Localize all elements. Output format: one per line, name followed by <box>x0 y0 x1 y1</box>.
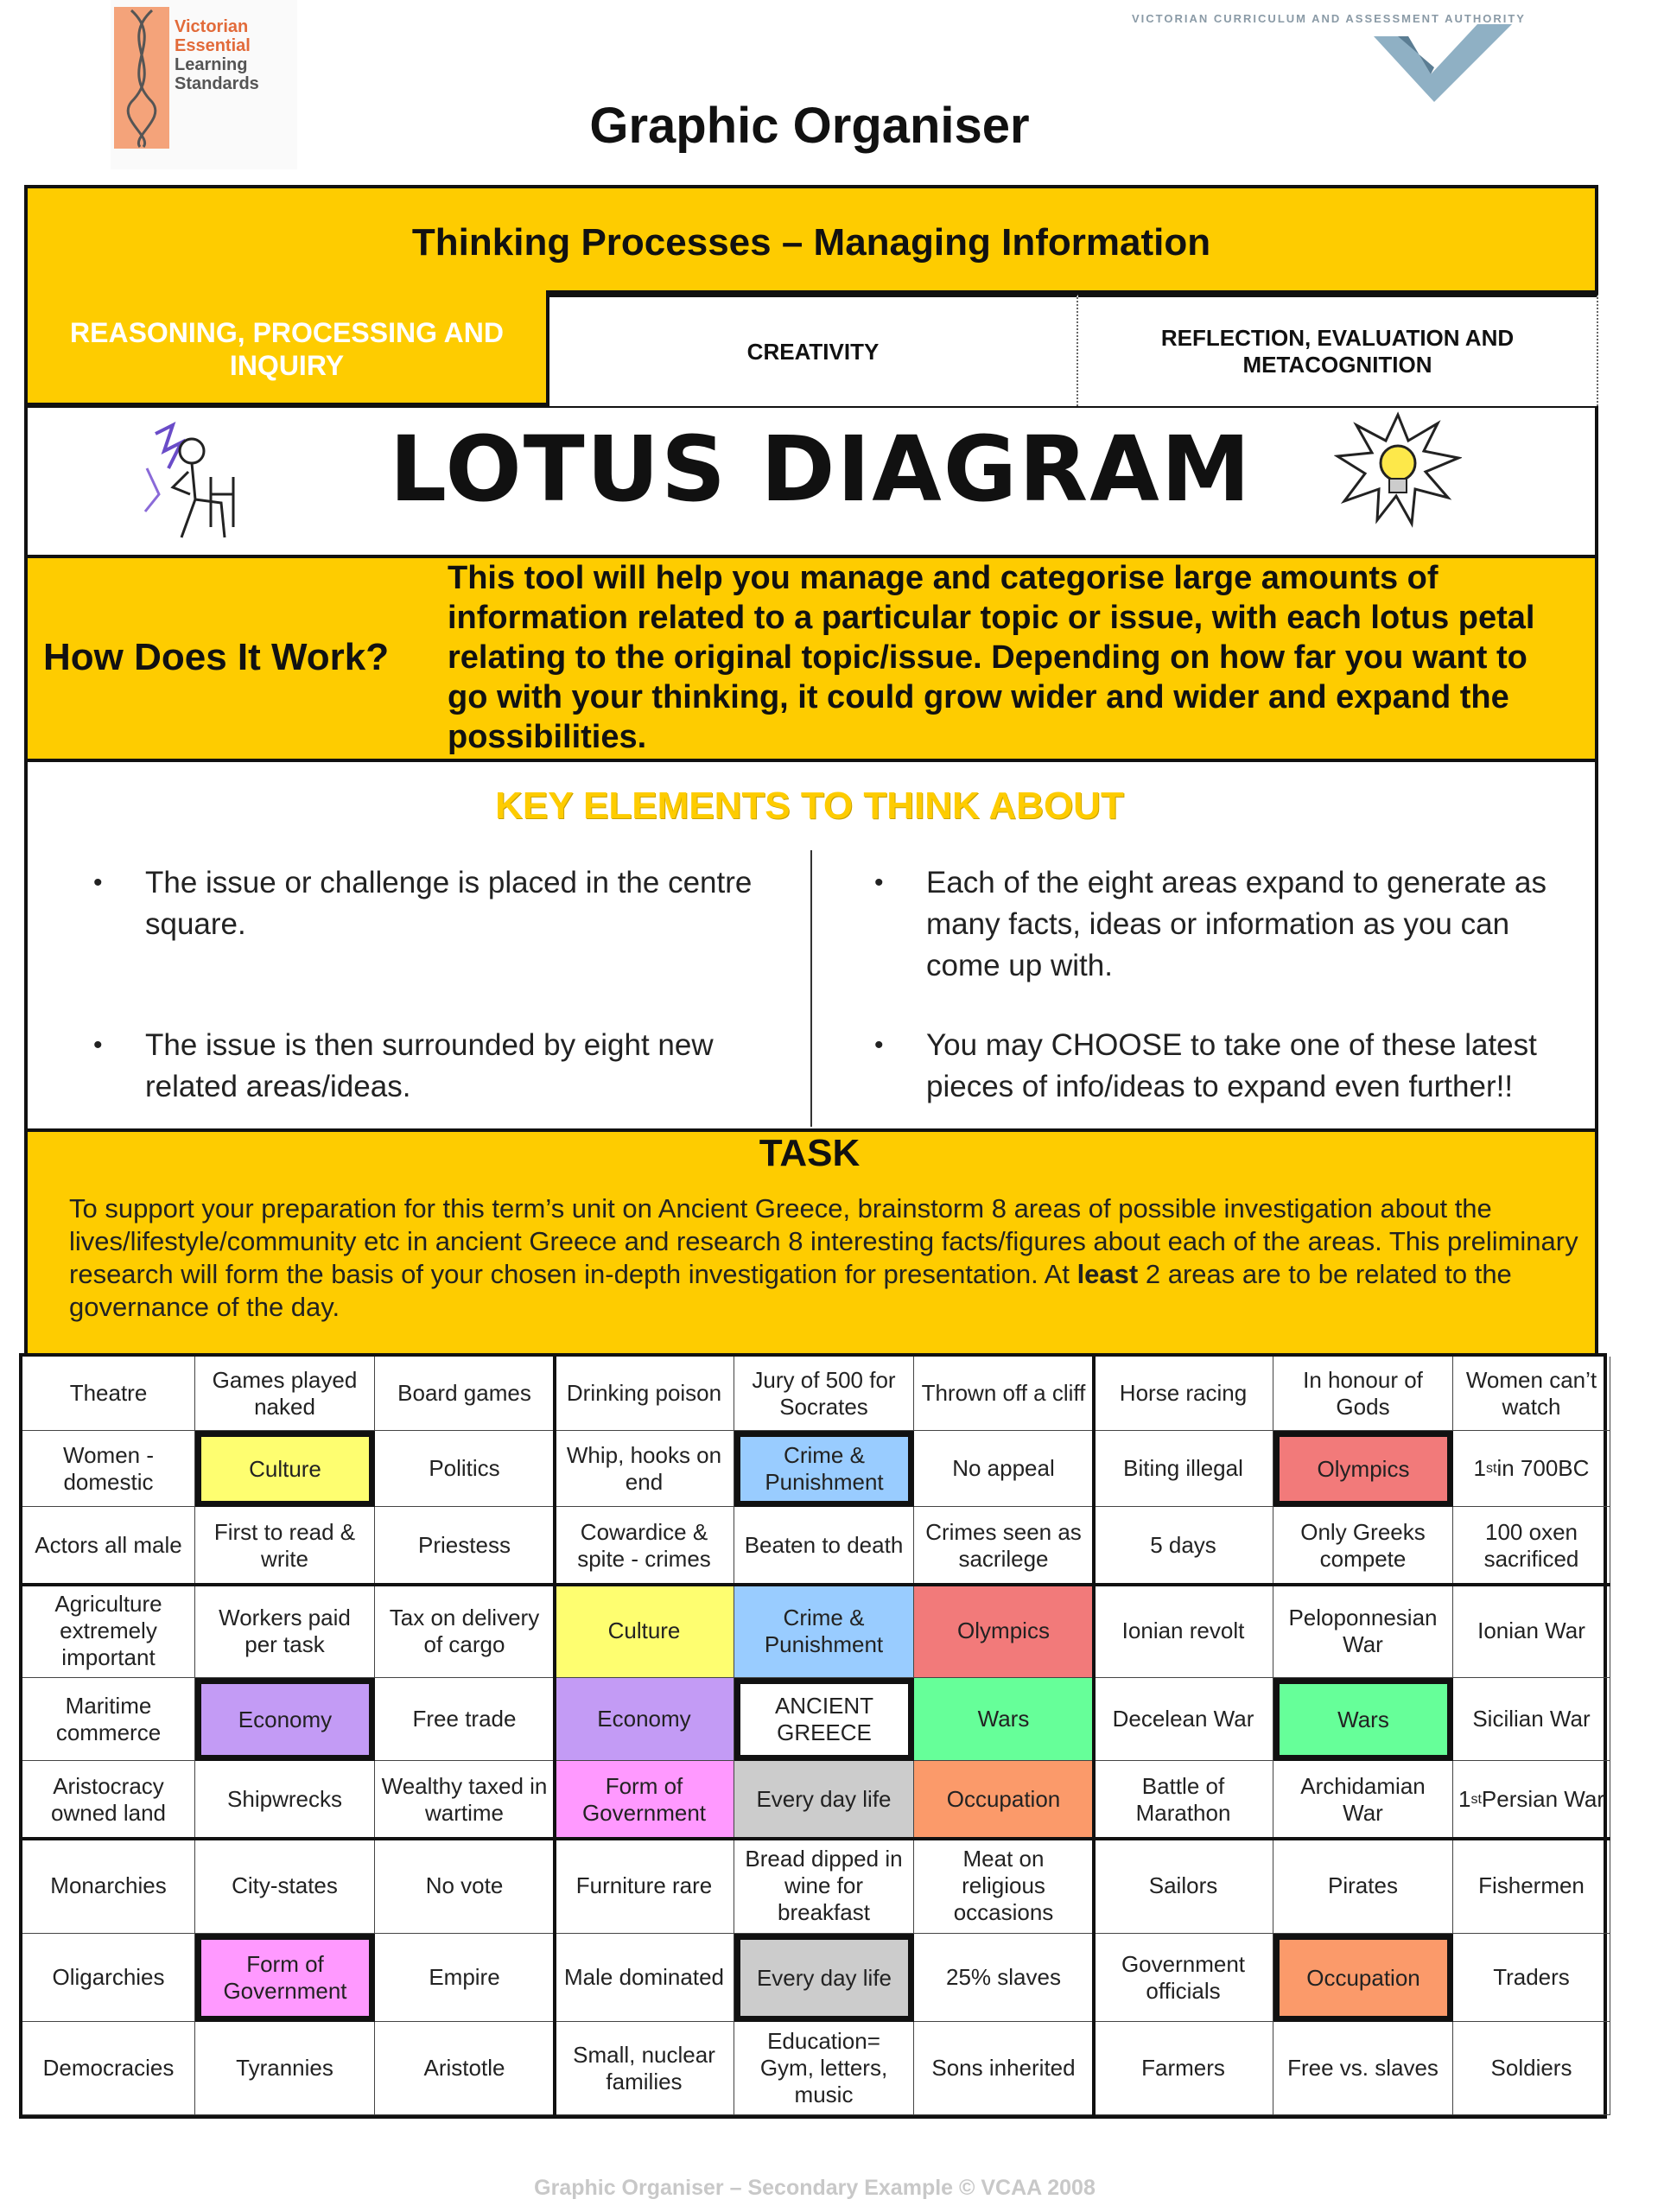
lotus-diagram-title: LOTUS DIAGRAM <box>389 416 1253 522</box>
lotus-cell-aristotle: Aristotle <box>375 2022 555 2115</box>
tab-reasoning <box>24 290 549 406</box>
key-elements-title: KEY ELEMENTS TO THINK ABOUT <box>495 785 1124 827</box>
vels-logo-line1: Victorian Essential <box>175 17 251 55</box>
lotus-cell-farmers: Farmers <box>1094 2022 1273 2115</box>
lotus-cell-occupation: Occupation <box>1273 1934 1453 2022</box>
lotus-cell-priestess: Priestess <box>375 1507 555 1585</box>
lotus-cell-monarchies: Monarchies <box>22 1839 195 1934</box>
lotus-cell-shipwrecks: Shipwrecks <box>195 1761 375 1839</box>
tab-reflection <box>1078 294 1598 406</box>
lotus-cell-ionian-revolt: Ionian revolt <box>1094 1585 1273 1678</box>
lotus-cell-whip-hooks-on-end: Whip, hooks on end <box>555 1431 734 1507</box>
lotus-cell-thrown-off-a-cliff: Thrown off a cliff <box>914 1357 1094 1431</box>
lotus-cell-ancient-greece: ANCIENT GREECE <box>734 1678 914 1761</box>
lotus-cell-board-games: Board games <box>375 1357 555 1431</box>
tab-creativity <box>549 294 1078 406</box>
lotus-cell-biting-illegal: Biting illegal <box>1094 1431 1273 1507</box>
lotus-cell-pirates: Pirates <box>1273 1839 1453 1934</box>
lotus-cell-beaten-to-death: Beaten to death <box>734 1507 914 1585</box>
lotus-cell-every-day-life: Every day life <box>734 1934 914 2022</box>
lotus-cell-culture: Culture <box>555 1585 734 1678</box>
lotus-cell-sons-inherited: Sons inherited <box>914 2022 1094 2115</box>
lotus-cell-every-day-life: Every day life <box>734 1761 914 1839</box>
lotus-cell-5-days: 5 days <box>1094 1507 1273 1585</box>
lotus-cell-aristocracy-owned-land: Aristocracy owned land <box>22 1761 195 1839</box>
lotus-cell-crimes-seen-as-sacrilege: Crimes seen as sacrilege <box>914 1507 1094 1585</box>
lotus-cell-decelean-war: Decelean War <box>1094 1678 1273 1761</box>
lotus-cell-wars: Wars <box>914 1678 1094 1761</box>
page-title: Graphic Organiser <box>589 98 1030 154</box>
vcaa-logo-text: VICTORIAN CURRICULUM AND ASSESSMENT AUTHORITY <box>1132 12 1526 25</box>
lotus-cell-economy: Economy <box>555 1678 734 1761</box>
key-element-bullet: • You may CHOOSE to take one of these latest pieces of info/ideas to expand even further!! <box>874 1028 1537 1103</box>
lotus-cell-crime-punishment: Crime & Punishment <box>734 1431 914 1507</box>
lotus-cell-education-gym-letters-music: Education= Gym, letters, music <box>734 2022 914 2115</box>
lotus-cell-fishermen: Fishermen <box>1453 1839 1610 1934</box>
lotus-cell-ionian-war: Ionian War <box>1453 1585 1610 1678</box>
key-element-bullet: • Each of the eight areas expand to generate as many facts, ideas or information as you can come up with. <box>874 866 1547 982</box>
lotus-cell-culture: Culture <box>195 1431 375 1507</box>
lotus-cell-first-to-read-write: First to read & write <box>195 1507 375 1585</box>
lotus-cell-free-vs-slaves: Free vs. slaves <box>1273 2022 1453 2115</box>
lotus-cell-oligarchies: Oligarchies <box>22 1934 195 2022</box>
lotus-cell-politics: Politics <box>375 1431 555 1507</box>
grid-block-divider <box>553 1357 556 2115</box>
lotus-cell-government-officials: Government officials <box>1094 1934 1273 2022</box>
lotus-cell-male-dominated: Male dominated <box>555 1934 734 2022</box>
key-elements-divider <box>810 850 812 1127</box>
lotus-cell-peloponnesian-war: Peloponnesian War <box>1273 1585 1453 1678</box>
lotus-cell-women-can-t-watch: Women can’t watch <box>1453 1357 1610 1431</box>
lotus-cell-25-slaves: 25% slaves <box>914 1934 1094 2022</box>
lotus-cell-women-domestic: Women - domestic <box>22 1431 195 1507</box>
lotus-cell-city-states: City-states <box>195 1839 375 1934</box>
lightbulb-icon <box>1334 411 1462 529</box>
footer: Graphic Organiser – Secondary Example © VCAA 2008 <box>534 2176 1096 2200</box>
lotus-cell-empire: Empire <box>375 1934 555 2022</box>
lotus-cell-jury-of-500-for-socrates: Jury of 500 for Socrates <box>734 1357 914 1431</box>
lotus-cell-olympics: Olympics <box>914 1585 1094 1678</box>
lotus-cell-no-vote: No vote <box>375 1839 555 1934</box>
lotus-cell-horse-racing: Horse racing <box>1094 1357 1273 1431</box>
vcaa-check-icon <box>1374 24 1512 102</box>
lotus-cell-wealthy-taxed-in-wartime: Wealthy taxed in wartime <box>375 1761 555 1839</box>
lotus-cell-sicilian-war: Sicilian War <box>1453 1678 1610 1761</box>
lotus-cell-drinking-poison: Drinking poison <box>555 1357 734 1431</box>
lotus-cell-workers-paid-per-task: Workers paid per task <box>195 1585 375 1678</box>
lotus-cell-crime-punishment: Crime & Punishment <box>734 1585 914 1678</box>
lotus-cell-soldiers: Soldiers <box>1453 2022 1610 2115</box>
key-element-bullet: • The issue is then surrounded by eight new related areas/ideas. <box>93 1028 714 1103</box>
lotus-cell-tyrannies: Tyrannies <box>195 2022 375 2115</box>
lotus-cell-agriculture-extremely-important: Agriculture extremely important <box>22 1585 195 1678</box>
tab-reasoning-label: REASONING, PROCESSING AND INQUIRY <box>70 317 504 381</box>
lotus-cell-cowardice-spite-crimes: Cowardice & spite - crimes <box>555 1507 734 1585</box>
lotus-cell-theatre: Theatre <box>22 1357 195 1431</box>
lotus-cell-sailors: Sailors <box>1094 1839 1273 1934</box>
lotus-cell-1st-in-700bc: 1 st in 700BC <box>1453 1431 1610 1507</box>
lotus-grid <box>19 1353 1607 2119</box>
lotus-cell-no-appeal: No appeal <box>914 1431 1094 1507</box>
lotus-cell-form-of-government: Form of Government <box>195 1934 375 2022</box>
lotus-cell-bread-dipped-in-wine-for-breakfast: Bread dipped in wine for breakfast <box>734 1839 914 1934</box>
thinking-processes-header <box>24 185 1598 294</box>
lotus-cell-battle-of-marathon: Battle of Marathon <box>1094 1761 1273 1839</box>
lotus-cell-meat-on-religious-occasions: Meat on religious occasions <box>914 1839 1094 1934</box>
tab-reflection-label: REFLECTION, EVALUATION AND METACOGNITION <box>1160 325 1515 378</box>
thinking-processes-title: Thinking Processes – Managing Information <box>411 221 1211 264</box>
key-element-bullet: • The issue or challenge is placed in the centre square. <box>93 866 753 941</box>
vcaa-logo <box>1132 0 1526 104</box>
task-title: TASK <box>759 1132 861 1174</box>
grid-block-divider <box>22 1583 1610 1586</box>
lotus-cell-economy: Economy <box>195 1678 375 1761</box>
lotus-cell-100-oxen-sacrificed: 100 oxen sacrificed <box>1453 1507 1610 1585</box>
lotus-cell-maritime-commerce: Maritime commerce <box>22 1678 195 1761</box>
vels-logo-line2: Learning Standards <box>175 55 259 93</box>
lotus-cell-democracies: Democracies <box>22 2022 195 2115</box>
how-it-works-text: This tool will help you manage and categorise large amounts of information related to a particular topic or issue, with each lotus petal relating to the original topic/issue. Depending on how far you want to go with your thinking, it could grow wider and wider and expand the possibilities. <box>448 560 1535 755</box>
thinker-icon <box>138 416 251 543</box>
lotus-cell-occupation: Occupation <box>914 1761 1094 1839</box>
how-it-works-label: How Does It Work? <box>43 636 390 678</box>
lotus-cell-form-of-government: Form of Government <box>555 1761 734 1839</box>
lotus-cell-in-honour-of-gods: In honour of Gods <box>1273 1357 1453 1431</box>
lotus-cell-free-trade: Free trade <box>375 1678 555 1761</box>
lotus-cell-games-played-naked: Games played naked <box>195 1357 375 1431</box>
lotus-cell-archidamian-war: Archidamian War <box>1273 1761 1453 1839</box>
lotus-cell-furniture-rare: Furniture rare <box>555 1839 734 1934</box>
lotus-cell-traders: Traders <box>1453 1934 1610 2022</box>
grid-block-divider <box>1092 1357 1096 2115</box>
lotus-cell-actors-all-male: Actors all male <box>22 1507 195 1585</box>
lotus-cell-1st-persian-war: 1 st Persian War <box>1453 1761 1610 1839</box>
lotus-cell-small-nuclear-families: Small, nuclear families <box>555 2022 734 2115</box>
tab-creativity-label: CREATIVITY <box>746 339 880 365</box>
task-text: To support your preparation for this term’s unit on Ancient Greece, brainstorm 8 areas of possible investigation about the lives/lifestyle/community etc in ancient Greece and research 8 interesting facts/figures about each of the areas. This preliminary research will form the basis of your chosen in-depth investigation for presentation. At least 2 areas are to be related to the governance of the day. <box>69 1193 1578 1322</box>
lotus-cell-tax-on-delivery-of-cargo: Tax on delivery of cargo <box>375 1585 555 1678</box>
lotus-cell-only-greeks-compete: Only Greeks compete <box>1273 1507 1453 1585</box>
lotus-cell-wars: Wars <box>1273 1678 1453 1761</box>
grid-block-divider <box>22 1837 1610 1840</box>
lotus-cell-olympics: Olympics <box>1273 1431 1453 1507</box>
